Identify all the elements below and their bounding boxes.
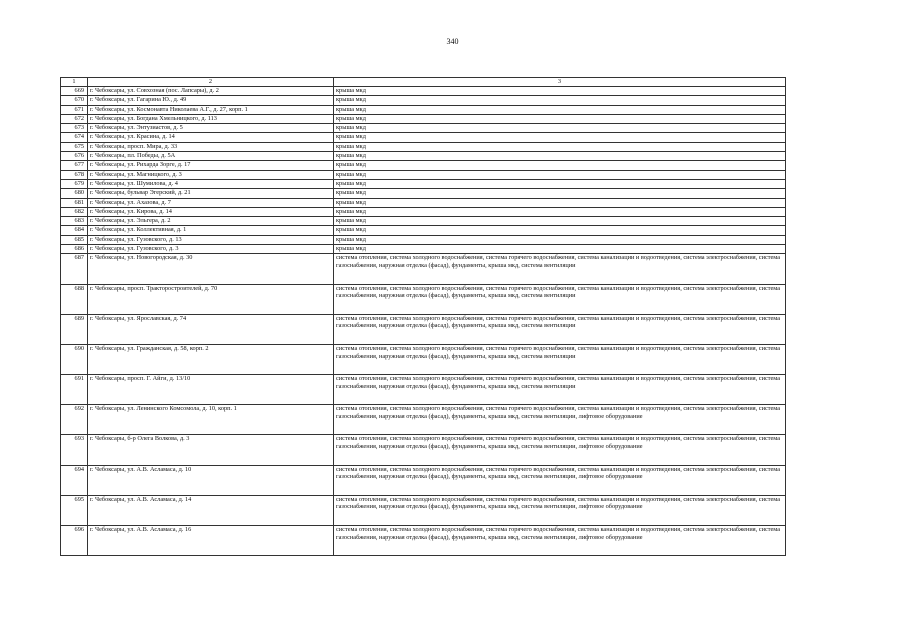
row-works: система отопления, система холодного водоснабжения, система горячего водоснабжения, система канализации и водоотведения, система электроснабжения, система газоснабжения, наружная отделка (фасад), фундаменты, крыша мкд, система вентиляции	[334, 375, 786, 405]
row-address: г. Чебоксары, ул. Красина, д. 14	[88, 133, 334, 142]
header-cell-3: 3	[334, 78, 786, 87]
row-address: г. Чебоксары, ул. А.В. Асламаса, д. 16	[88, 526, 334, 556]
table-row	[61, 526, 786, 556]
row-number: 669	[61, 87, 88, 96]
row-number: 692	[61, 405, 88, 435]
row-number: 673	[61, 124, 88, 133]
row-works: крыша мкд	[334, 189, 786, 198]
table-row	[61, 235, 786, 244]
row-number: 670	[61, 96, 88, 105]
row-number: 693	[61, 435, 88, 465]
row-number: 671	[61, 105, 88, 114]
row-address: г. Чебоксары, ул. Ярославская, д. 74	[88, 314, 334, 344]
row-address: г. Чебоксары, ул. А.В. Асламаса, д. 14	[88, 495, 334, 525]
row-number: 683	[61, 217, 88, 226]
row-works: система отопления, система холодного водоснабжения, система горячего водоснабжения, система канализации и водоотведения, система электроснабжения, система газоснабжения, наружная отделка (фасад), фундаменты, крыша мкд, система вентиляции	[334, 314, 786, 344]
row-works: система отопления, система холодного водоснабжения, система горячего водоснабжения, система канализации и водоотведения, система электроснабжения, система газоснабжения, наружная отделка (фасад), фундаменты, крыша мкд, система вентиляции, лифтовое оборудование	[334, 435, 786, 465]
row-number: 672	[61, 114, 88, 123]
row-address: г. Чебоксары, ул. Новогородская, д. 30	[88, 254, 334, 284]
row-number: 696	[61, 526, 88, 556]
row-address: г. Чебоксары, ул. Энтузиастов, д. 5	[88, 124, 334, 133]
row-address: г. Чебоксары, ул. Гагарина Ю., д. 49	[88, 96, 334, 105]
row-address: г. Чебоксары, ул. А.В. Асламаса, д. 10	[88, 465, 334, 495]
row-works: крыша мкд	[334, 133, 786, 142]
table-row	[61, 198, 786, 207]
row-number: 684	[61, 226, 88, 235]
table-row	[61, 152, 786, 161]
table-row	[61, 133, 786, 142]
repair-list-table	[60, 77, 786, 556]
row-number: 677	[61, 161, 88, 170]
row-works: крыша мкд	[334, 114, 786, 123]
row-works: система отопления, система холодного водоснабжения, система горячего водоснабжения, система канализации и водоотведения, система электроснабжения, система газоснабжения, наружная отделка (фасад), фундаменты, крыша мкд, система вентиляции, лифтовое оборудование	[334, 495, 786, 525]
row-address: г. Чебоксары, б-р Олега Волкова, д. 3	[88, 435, 334, 465]
row-works: система отопления, система холодного водоснабжения, система горячего водоснабжения, система канализации и водоотведения, система электроснабжения, система газоснабжения, наружная отделка (фасад), фундаменты, крыша мкд, система вентиляции, лифтовое оборудование	[334, 465, 786, 495]
row-number: 676	[61, 152, 88, 161]
table-row	[61, 114, 786, 123]
row-number: 690	[61, 344, 88, 374]
row-address: г. Чебоксары, просп. Мира, д. 33	[88, 142, 334, 151]
header-cell-1: 1	[61, 78, 88, 87]
row-number: 678	[61, 170, 88, 179]
table-row	[61, 254, 786, 284]
row-number: 681	[61, 198, 88, 207]
table-row	[61, 170, 786, 179]
row-number: 691	[61, 375, 88, 405]
row-works: крыша мкд	[334, 142, 786, 151]
row-works: система отопления, система холодного водоснабжения, система горячего водоснабжения, система канализации и водоотведения, система электроснабжения, система газоснабжения, наружная отделка (фасад), фундаменты, крыша мкд, система вентиляции	[334, 254, 786, 284]
table-row	[61, 405, 786, 435]
row-works: система отопления, система холодного водоснабжения, система горячего водоснабжения, система канализации и водоотведения, система электроснабжения, система газоснабжения, наружная отделка (фасад), фундаменты, крыша мкд, система вентиляции	[334, 344, 786, 374]
row-number: 679	[61, 179, 88, 188]
table-row	[61, 142, 786, 151]
table-row	[61, 124, 786, 133]
row-number: 688	[61, 284, 88, 314]
table-row	[61, 226, 786, 235]
table-header-row	[61, 78, 786, 87]
table-row	[61, 189, 786, 198]
row-address: г. Чебоксары, ул. Шумилова, д. 4	[88, 179, 334, 188]
table-row	[61, 284, 786, 314]
table-row	[61, 179, 786, 188]
row-number: 695	[61, 495, 88, 525]
table-row	[61, 161, 786, 170]
row-address: г. Чебоксары, ул. Эльгера, д. 2	[88, 217, 334, 226]
row-number: 689	[61, 314, 88, 344]
table-row	[61, 105, 786, 114]
row-works: крыша мкд	[334, 124, 786, 133]
row-address: г. Чебоксары, пл. Победы, д. 5А	[88, 152, 334, 161]
row-number: 675	[61, 142, 88, 151]
row-address: г. Чебоксары, просп. Г. Айги, д. 13/10	[88, 375, 334, 405]
row-address: г. Чебоксары, ул. Рихарда Зорге, д. 17	[88, 161, 334, 170]
row-works: крыша мкд	[334, 226, 786, 235]
row-address: г. Чебоксары, ул. Космонавта Николаева А.Г., д. 27, корп. 1	[88, 105, 334, 114]
row-works: крыша мкд	[334, 207, 786, 216]
row-works: крыша мкд	[334, 235, 786, 244]
row-works: крыша мкд	[334, 198, 786, 207]
row-address: г. Чебоксары, бульвар Эгерский, д. 21	[88, 189, 334, 198]
row-address: г. Чебоксары, ул. Магницкого, д. 3	[88, 170, 334, 179]
row-number: 686	[61, 245, 88, 254]
row-works: крыша мкд	[334, 245, 786, 254]
row-address: г. Чебоксары, ул. Ахазова, д. 7	[88, 198, 334, 207]
row-works: крыша мкд	[334, 170, 786, 179]
row-number: 694	[61, 465, 88, 495]
row-address: г. Чебоксары, ул. Ленинского Комсомола, д. 10, корп. 1	[88, 405, 334, 435]
row-address: г. Чебоксары, ул. Гузовского, д. 3	[88, 245, 334, 254]
table-row	[61, 495, 786, 525]
header-cell-2: 2	[88, 78, 334, 87]
row-address: г. Чебоксары, ул. Богдана Хмельницкого, д. 113	[88, 114, 334, 123]
row-works: крыша мкд	[334, 105, 786, 114]
table-row	[61, 344, 786, 374]
table-row	[61, 375, 786, 405]
row-number: 687	[61, 254, 88, 284]
row-works: система отопления, система холодного водоснабжения, система горячего водоснабжения, система канализации и водоотведения, система электроснабжения, система газоснабжения, наружная отделка (фасад), фундаменты, крыша мкд, система вентиляции, лифтовое оборудование	[334, 526, 786, 556]
row-works: система отопления, система холодного водоснабжения, система горячего водоснабжения, система канализации и водоотведения, система электроснабжения, система газоснабжения, наружная отделка (фасад), фундаменты, крыша мкд, система вентиляции, лифтовое оборудование	[334, 405, 786, 435]
row-works: крыша мкд	[334, 96, 786, 105]
row-works: крыша мкд	[334, 152, 786, 161]
table-row	[61, 465, 786, 495]
table-row	[61, 87, 786, 96]
row-address: г. Чебоксары, ул. Коллективная, д. 1	[88, 226, 334, 235]
row-works: крыша мкд	[334, 87, 786, 96]
row-address: г. Чебоксары, ул. Гражданская, д. 58, корп. 2	[88, 344, 334, 374]
table-row	[61, 207, 786, 216]
row-number: 685	[61, 235, 88, 244]
table-row	[61, 217, 786, 226]
row-works: крыша мкд	[334, 217, 786, 226]
row-number: 680	[61, 189, 88, 198]
row-address: г. Чебоксары, ул. Совхозная (пос. Лапсары), д. 2	[88, 87, 334, 96]
row-number: 674	[61, 133, 88, 142]
table-row	[61, 96, 786, 105]
row-works: крыша мкд	[334, 161, 786, 170]
row-address: г. Чебоксары, просп. Тракторостроителей, д. 70	[88, 284, 334, 314]
row-works: система отопления, система холодного водоснабжения, система горячего водоснабжения, система канализации и водоотведения, система электроснабжения, система газоснабжения, наружная отделка (фасад), фундаменты, крыша мкд, система вентиляции	[334, 284, 786, 314]
row-address: г. Чебоксары, ул. Кирова, д. 14	[88, 207, 334, 216]
row-works: крыша мкд	[334, 179, 786, 188]
row-address: г. Чебоксары, ул. Гузовского, д. 13	[88, 235, 334, 244]
table-row	[61, 314, 786, 344]
table-row	[61, 245, 786, 254]
row-number: 682	[61, 207, 88, 216]
table-row	[61, 435, 786, 465]
page-number: 340	[446, 37, 459, 46]
